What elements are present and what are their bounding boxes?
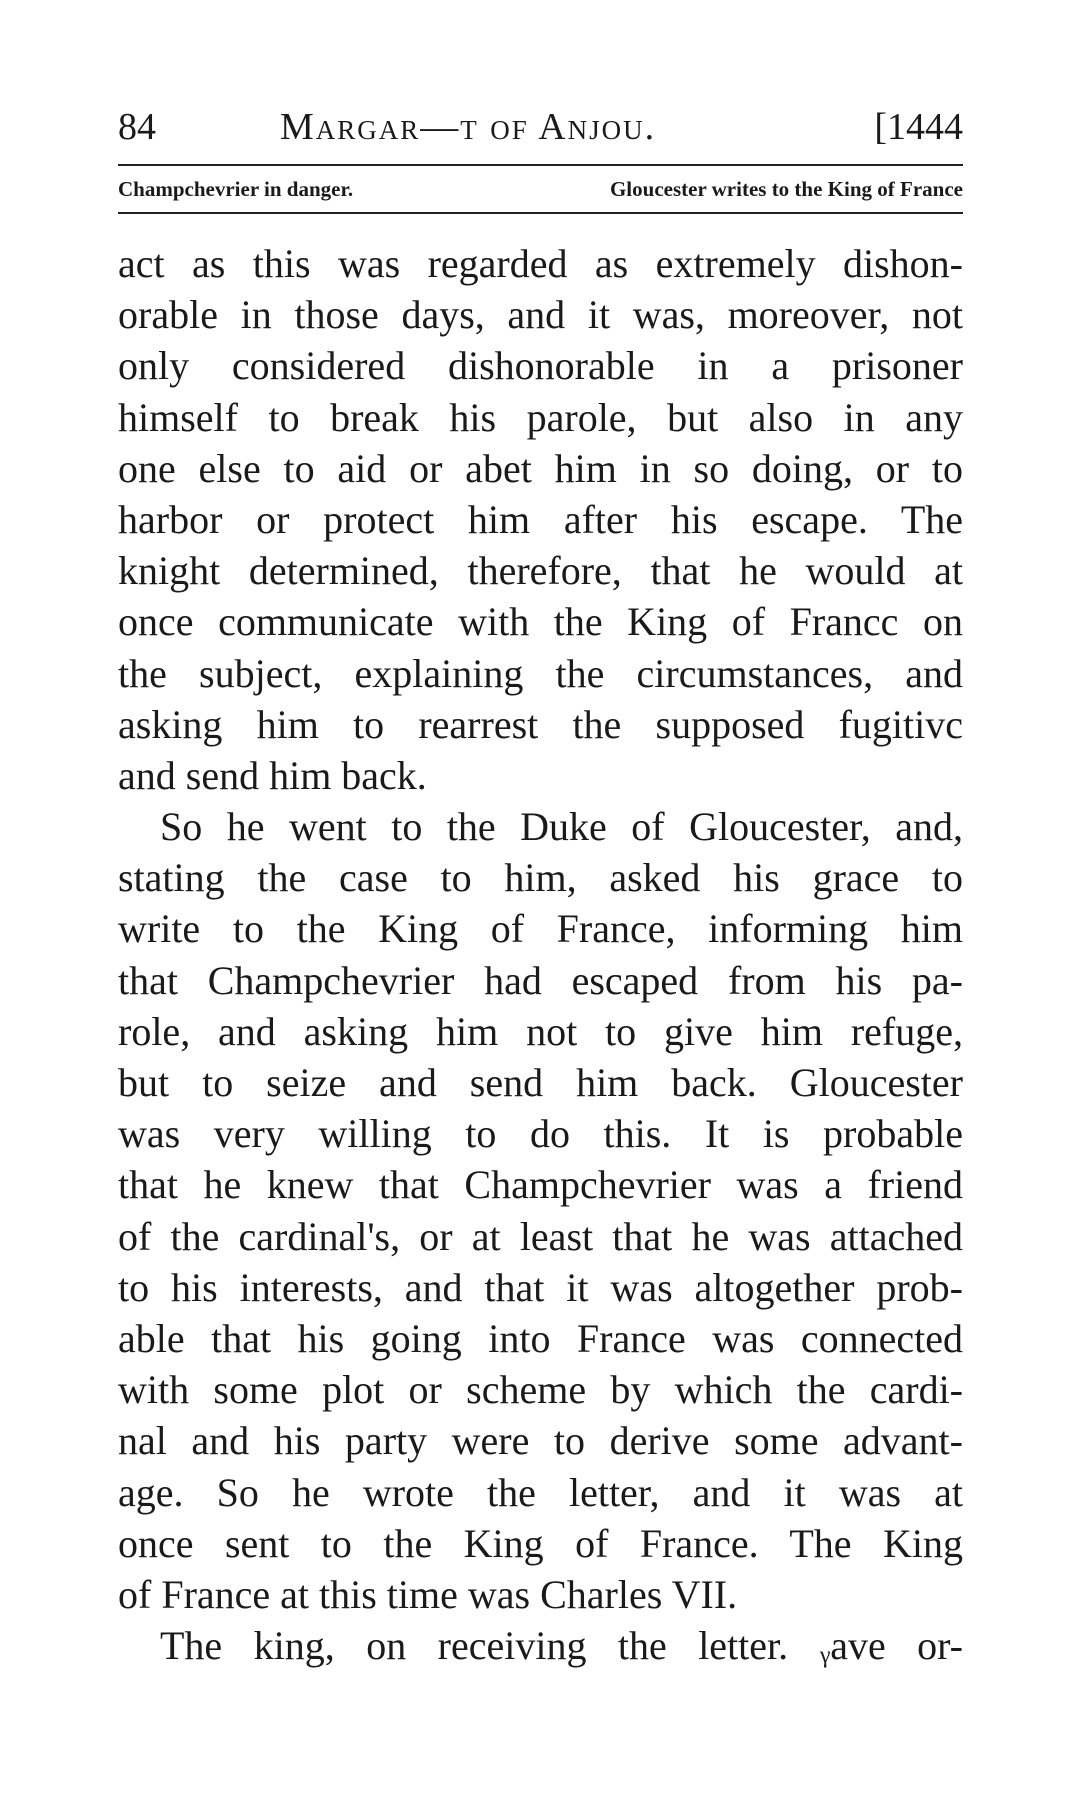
sidenote-right: Gloucester writes to the King of France: [609, 177, 963, 201]
text-line: to his interests, and that it was altogether prob-: [118, 1264, 963, 1310]
text-line: one else to aid or abet him in so doing, or to: [118, 445, 963, 491]
text-line: but to seize and send him back. Gloucester: [118, 1060, 963, 1105]
text-line: was very willing to do this. It is probable: [118, 1111, 963, 1157]
text-line: and send him back.: [118, 752, 427, 798]
sidenote-left: Champchevrier in danger.: [118, 177, 354, 201]
text-line: nal and his party were to derive some advant-: [118, 1418, 963, 1464]
text-line: with some plot or scheme by which the cardi-: [118, 1367, 963, 1413]
text-line: role, and asking him not to give him refuge,: [118, 1008, 963, 1054]
header-year: [1444: [874, 106, 963, 148]
text-line: the subject, explaining the circumstances, and: [118, 650, 963, 696]
text-line: once sent to the King of France. The King: [118, 1520, 963, 1566]
page-number: 84: [118, 106, 156, 148]
sidenote-bar: [118, 172, 963, 206]
text-line: harbor or protect him after his escape. The: [118, 496, 963, 542]
text-line: that Champchevrier had escaped from his pa-: [118, 957, 963, 1003]
text-line: The king, on receiving the letter. ᵧave or-: [160, 1623, 963, 1669]
text-line: of France at this time was Charles VII.: [118, 1571, 738, 1617]
body-text: [118, 238, 963, 1671]
text-line: age. So he wrote the letter, and it was at: [118, 1469, 963, 1515]
page-header: [118, 102, 963, 152]
text-line: stating the case to him, asked his grace to: [118, 855, 963, 901]
text-line: able that his going into France was connected: [118, 1315, 963, 1361]
text-line: himself to break his parole, but also in any: [118, 394, 963, 440]
text-line: orable in those days, and it was, moreover, not: [118, 292, 963, 338]
text-line: of the cardinal's, or at least that he was attached: [118, 1213, 963, 1259]
text-line: asking him to rearrest the supposed fugitivc: [118, 701, 963, 747]
text-line: knight determined, therefore, that he would at: [118, 548, 963, 594]
text-line: only considered dishonorable in a prisoner: [118, 343, 963, 389]
text-line: So he went to the Duke of Gloucester, and,: [160, 804, 963, 850]
header-rule-top: [118, 164, 963, 166]
text-line: that he knew that Champchevrier was a friend: [118, 1162, 963, 1208]
text-line: write to the King of France, informing him: [118, 906, 963, 952]
header-rule-bottom: [118, 212, 963, 214]
running-title: Margar—t of Anjou.: [280, 106, 657, 148]
text-line: once communicate with the King of Francc on: [118, 599, 963, 645]
text-line: act as this was regarded as extremely dishon-: [118, 241, 963, 286]
